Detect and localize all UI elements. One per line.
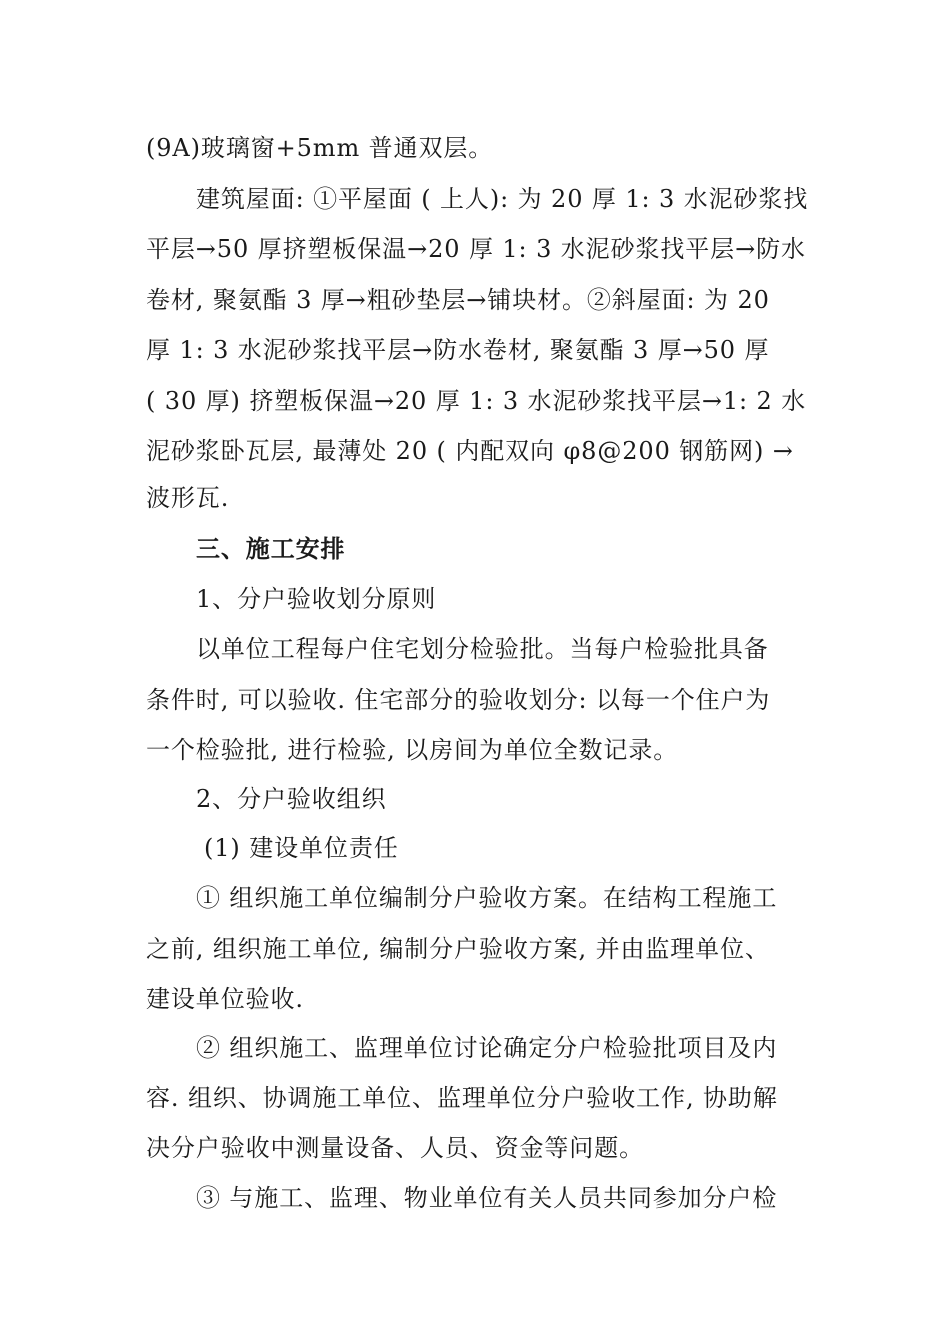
text-line: ③ 与施工、监理、物业单位有关人员共同参加分户检	[196, 1184, 778, 1212]
text-line: 平层→50 厚挤塑板保温→20 厚 1: 3 水泥砂浆找平层→防水	[146, 235, 806, 263]
text-line: 以单位工程每户住宅划分检验批。当每户检验批具备	[196, 635, 769, 663]
text-line: ( 30 厚) 挤塑板保温→20 厚 1: 3 水泥砂浆找平层→1: 2 水	[146, 387, 807, 415]
text-line: 一个检验批, 进行检验, 以房间为单位全数记录。	[146, 736, 679, 764]
text-line: 波形瓦.	[146, 484, 230, 512]
text-line: ② 组织施工、监理单位讨论确定分户检验批项目及内	[196, 1034, 778, 1062]
text-line: 建筑屋面: ①平屋面 ( 上人): 为 20 厚 1: 3 水泥砂浆找	[196, 185, 809, 213]
text-line: 卷材, 聚氨酯 3 厚→粗砂垫层→铺块材。②斜屋面: 为 20	[146, 286, 770, 314]
text-line: 之前, 组织施工单位, 编制分户验收方案, 并由监理单位、	[146, 935, 770, 963]
text-line: 决分户验收中测量设备、人员、资金等问题。	[146, 1134, 644, 1162]
item-heading: (1) 建设单位责任	[204, 834, 399, 862]
text-line: ① 组织施工单位编制分户验收方案。在结构工程施工	[196, 884, 778, 912]
text-line: 容. 组织、协调施工单位、监理单位分户验收工作, 协助解	[146, 1084, 778, 1112]
section-heading: 三、施工安排	[196, 534, 346, 563]
text-line: 条件时, 可以验收. 住宅部分的验收划分: 以每一个住户为	[146, 686, 771, 714]
text-line: (9A)玻璃窗+5mm 普通双层。	[146, 134, 494, 162]
text-line: 建设单位验收.	[146, 985, 304, 1013]
subsection-heading: 1、分户验收划分原则	[196, 585, 437, 613]
text-line: 厚 1: 3 水泥砂浆找平层→防水卷材, 聚氨酯 3 厚→50 厚	[146, 336, 770, 364]
text-line: 泥砂浆卧瓦层, 最薄处 20 ( 内配双向 φ8@200 钢筋网) →	[146, 437, 794, 465]
subsection-heading: 2、分户验收组织	[196, 785, 387, 813]
